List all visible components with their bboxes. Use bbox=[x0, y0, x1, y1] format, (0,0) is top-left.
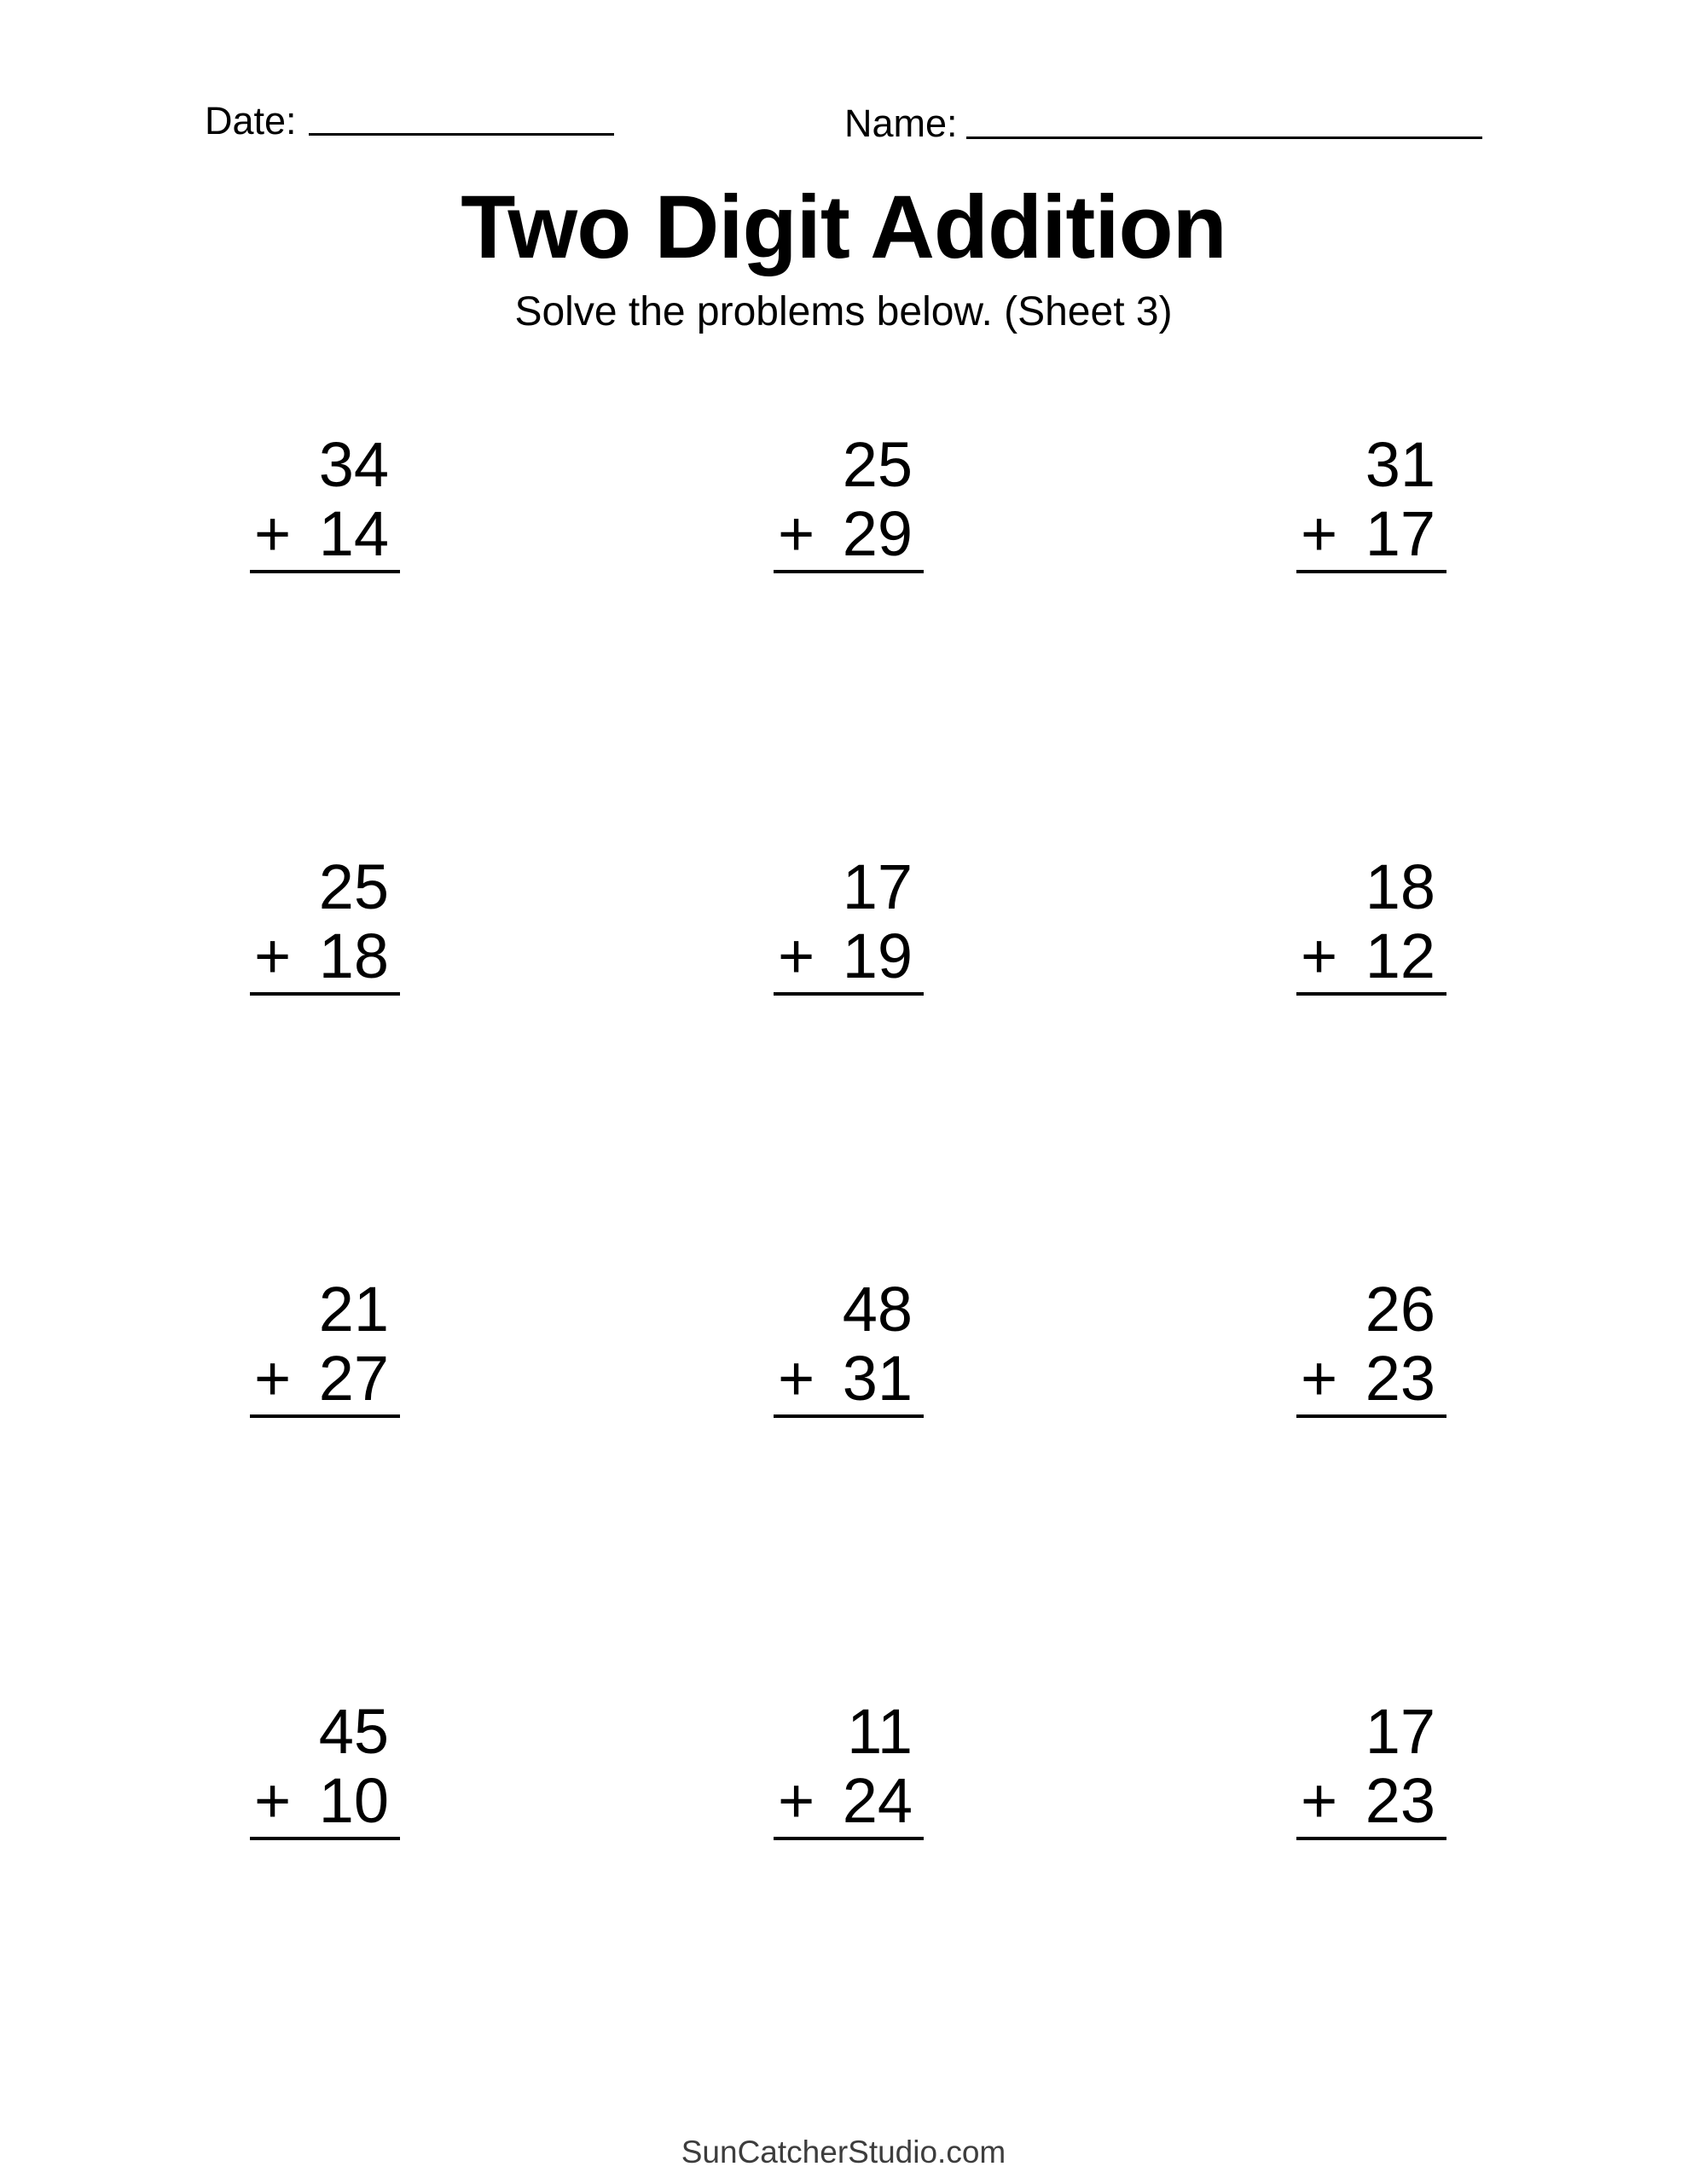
addend-bottom: 19 bbox=[842, 921, 913, 991]
plus-operator: + bbox=[254, 1765, 292, 1836]
addition-problem bbox=[774, 1697, 924, 1840]
addend-bottom: 24 bbox=[842, 1765, 913, 1836]
addend-bottom: 31 bbox=[842, 1343, 913, 1414]
answer-line bbox=[250, 570, 400, 573]
addition-problem bbox=[1296, 852, 1446, 996]
operator-row bbox=[774, 499, 924, 568]
addend-top: 31 bbox=[1365, 429, 1435, 500]
addend-top: 48 bbox=[842, 1274, 913, 1345]
operator-row bbox=[250, 1766, 400, 1835]
addend-bottom: 10 bbox=[318, 1765, 389, 1836]
operator-row bbox=[250, 921, 400, 990]
addend-top: 17 bbox=[1365, 1696, 1435, 1767]
plus-operator: + bbox=[778, 921, 815, 991]
addition-problem bbox=[1296, 1697, 1446, 1840]
answer-line bbox=[774, 570, 924, 573]
answer-line bbox=[774, 1414, 924, 1418]
plus-operator: + bbox=[778, 1343, 815, 1414]
operator-row bbox=[250, 1344, 400, 1413]
plus-operator: + bbox=[778, 498, 815, 569]
addition-problem bbox=[250, 1275, 400, 1418]
operator-row bbox=[1296, 921, 1446, 990]
page-title: Two Digit Addition bbox=[461, 177, 1226, 277]
name-label: Name: bbox=[844, 102, 958, 145]
operator-row bbox=[1296, 1344, 1446, 1413]
operator-row bbox=[774, 1344, 924, 1413]
addend-top: 17 bbox=[842, 851, 913, 922]
operator-row bbox=[1296, 1766, 1446, 1835]
addend-top: 11 bbox=[847, 1696, 913, 1767]
addend-top: 34 bbox=[318, 429, 389, 500]
addend-bottom: 23 bbox=[1365, 1343, 1435, 1414]
addend-top: 18 bbox=[1365, 851, 1435, 922]
answer-line bbox=[1296, 992, 1446, 996]
operator-row bbox=[774, 921, 924, 990]
addition-problem bbox=[774, 430, 924, 573]
addition-problem bbox=[1296, 1275, 1446, 1418]
plus-operator: + bbox=[1301, 1343, 1338, 1414]
addend-top: 25 bbox=[318, 851, 389, 922]
plus-operator: + bbox=[1301, 921, 1338, 991]
answer-line bbox=[250, 1414, 400, 1418]
addition-problem bbox=[1296, 430, 1446, 573]
addend-top: 26 bbox=[1365, 1274, 1435, 1345]
operator-row bbox=[774, 1766, 924, 1835]
footer-site-text: SunCatcherStudio.com bbox=[681, 2135, 1006, 2169]
addition-problem bbox=[774, 852, 924, 996]
addend-bottom: 27 bbox=[318, 1343, 389, 1414]
plus-operator: + bbox=[254, 498, 292, 569]
addend-bottom: 14 bbox=[318, 498, 389, 569]
answer-line bbox=[1296, 1414, 1446, 1418]
answer-line bbox=[1296, 570, 1446, 573]
addition-problem bbox=[250, 852, 400, 996]
addend-top: 25 bbox=[842, 429, 913, 500]
addend-top: 45 bbox=[318, 1696, 389, 1767]
plus-operator: + bbox=[254, 1343, 292, 1414]
operator-row bbox=[250, 499, 400, 568]
plus-operator: + bbox=[1301, 1765, 1338, 1836]
answer-line bbox=[250, 1837, 400, 1840]
plus-operator: + bbox=[778, 1765, 815, 1836]
plus-operator: + bbox=[254, 921, 292, 991]
answer-line bbox=[1296, 1837, 1446, 1840]
addend-bottom: 12 bbox=[1365, 921, 1435, 991]
addend-top: 21 bbox=[318, 1274, 389, 1345]
answer-line bbox=[774, 992, 924, 996]
addend-bottom: 18 bbox=[318, 921, 389, 991]
operator-row bbox=[1296, 499, 1446, 568]
addition-problem bbox=[774, 1275, 924, 1418]
addend-bottom: 23 bbox=[1365, 1765, 1435, 1836]
addend-bottom: 17 bbox=[1365, 498, 1435, 569]
addition-problem bbox=[250, 1697, 400, 1840]
plus-operator: + bbox=[1301, 498, 1338, 569]
date-label: Date: bbox=[205, 99, 297, 142]
addend-bottom: 29 bbox=[842, 498, 913, 569]
answer-line bbox=[250, 992, 400, 996]
answer-line bbox=[774, 1837, 924, 1840]
addition-problem bbox=[250, 430, 400, 573]
page-subtitle: Solve the problems below. (Sheet 3) bbox=[514, 289, 1173, 334]
